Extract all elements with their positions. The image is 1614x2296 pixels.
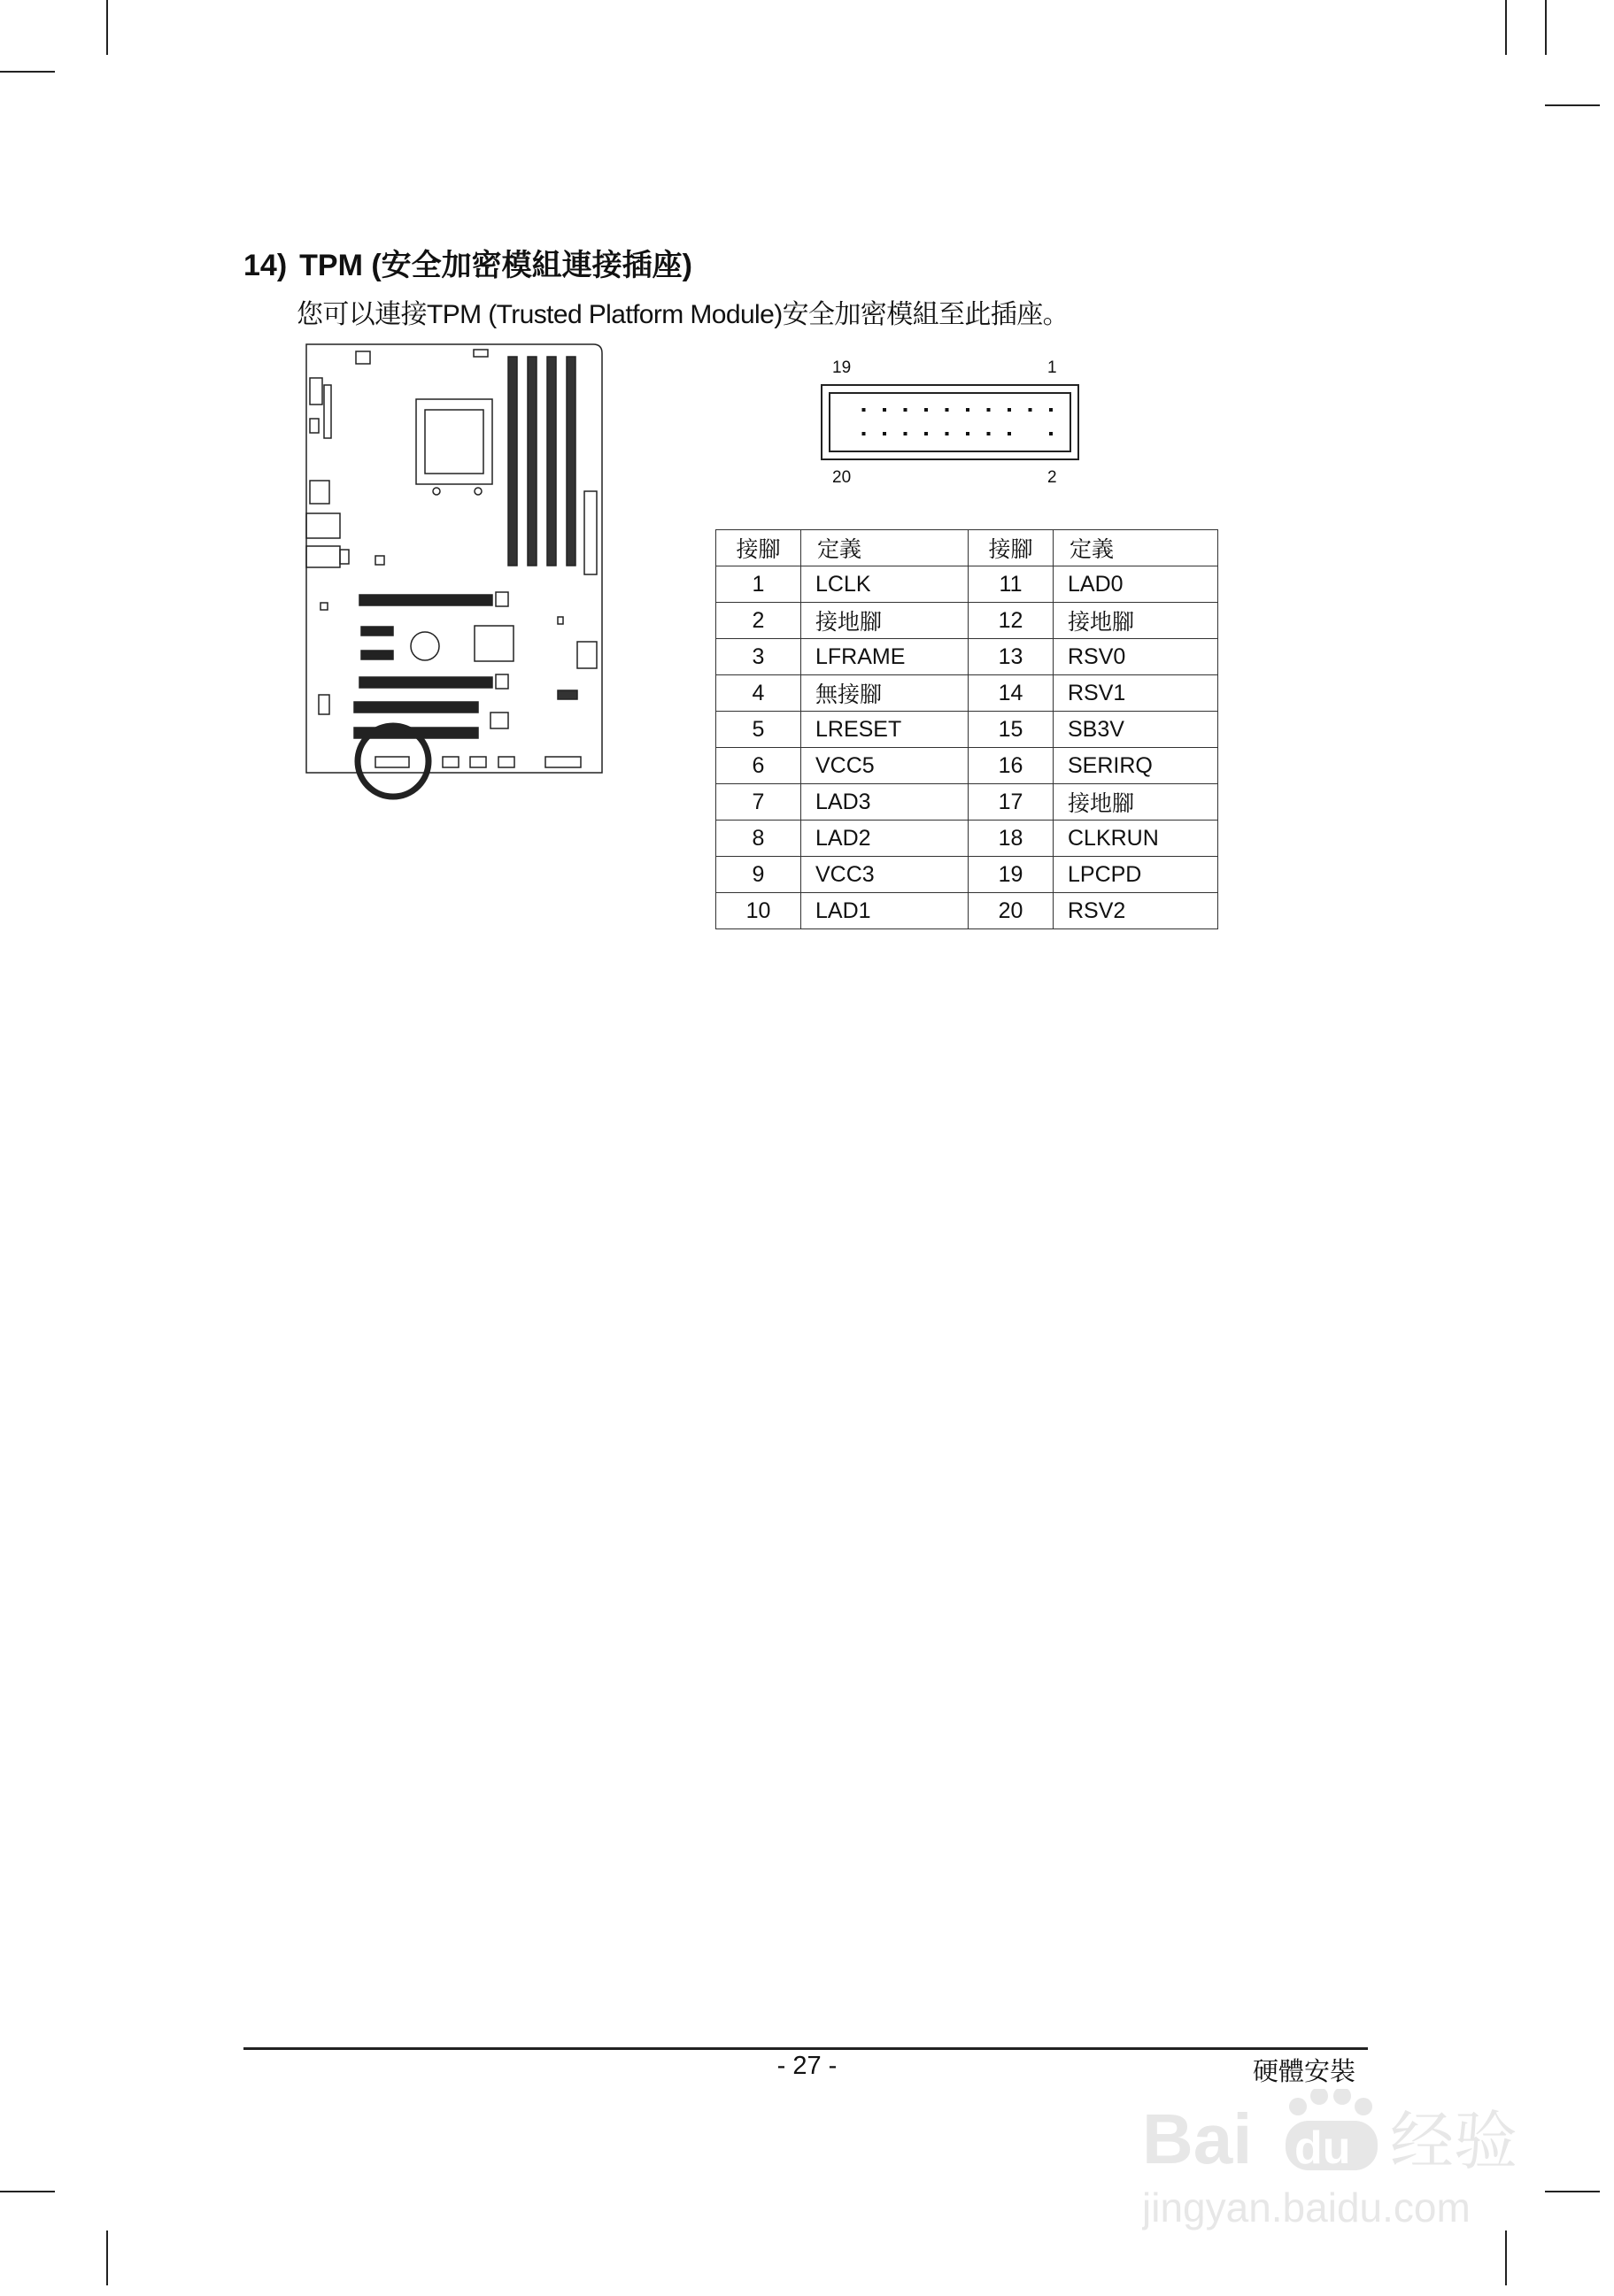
table-row <box>716 566 1218 603</box>
pin-number-cell: 4 <box>716 675 801 712</box>
table-row <box>716 639 1218 675</box>
pin-definition-cell: LAD1 <box>801 893 969 929</box>
header-definition: 定義 <box>1054 530 1218 566</box>
pin-label-20: 20 <box>832 468 852 487</box>
table-row <box>716 784 1218 821</box>
header-definition: 定義 <box>801 530 969 566</box>
pin-definition-cell: LRESET <box>801 712 969 748</box>
pin-5 <box>1008 408 1011 412</box>
pin-2 <box>1049 432 1053 435</box>
pin-18 <box>883 432 886 435</box>
page-number: - 27 - <box>776 2052 838 2080</box>
svg-text:du: du <box>1294 2123 1351 2174</box>
section-heading <box>243 241 692 284</box>
table-row <box>716 857 1218 893</box>
pin-label-19: 19 <box>832 358 852 377</box>
pin-number-cell: 9 <box>716 857 801 893</box>
watermark-url: jingyan.baidu.com <box>1142 2184 1471 2231</box>
pin-number-cell: 12 <box>969 603 1054 639</box>
watermark-brand: Bai <box>1142 2100 1253 2178</box>
pin-label-2: 2 <box>1047 468 1057 487</box>
motherboard-diagram <box>301 341 611 810</box>
pin-1 <box>1049 408 1053 412</box>
pin-14 <box>924 432 928 435</box>
section-title: TPM (安全加密模組連接插座) <box>299 249 692 282</box>
pin-7 <box>987 408 991 412</box>
pin-label-1: 1 <box>1047 358 1057 377</box>
pin-10 <box>966 432 969 435</box>
intro-text: 您可以連接TPM (Trusted Platform Module)安全加密模組至此插座。 <box>297 300 1069 329</box>
pin-definition-cell: 接地腳 <box>1054 603 1218 639</box>
pin-definition-cell: LAD2 <box>801 821 969 857</box>
crop-mark <box>1545 2191 1600 2192</box>
pin-11 <box>946 408 949 412</box>
crop-mark <box>106 2231 108 2285</box>
footer-rule <box>243 2047 1368 2050</box>
pin-13 <box>924 408 928 412</box>
pin-definition-cell: SB3V <box>1054 712 1218 748</box>
pin-grid <box>862 408 1054 435</box>
table-row <box>716 893 1218 929</box>
pin-definition-cell: VCC5 <box>801 748 969 784</box>
section-number: 14) <box>243 249 288 282</box>
pin-definition-cell: CLKRUN <box>1054 821 1218 857</box>
pin-number-cell: 16 <box>969 748 1054 784</box>
pin-number-cell: 5 <box>716 712 801 748</box>
pin-definition-cell: VCC3 <box>801 857 969 893</box>
pin-definition-cell: RSV1 <box>1054 675 1218 712</box>
table-row <box>716 603 1218 639</box>
pin-number-cell: 20 <box>969 893 1054 929</box>
tpm-header-diagram <box>819 350 1085 491</box>
watermark-logo <box>1142 2089 1532 2239</box>
pin-definition-cell: LFRAME <box>801 639 969 675</box>
pin-8 <box>987 432 991 435</box>
pin-number-cell: 1 <box>716 566 801 603</box>
pin-16 <box>904 432 907 435</box>
table-row <box>716 821 1218 857</box>
table-row <box>716 748 1218 784</box>
table-row <box>716 675 1218 712</box>
pin-number-cell: 8 <box>716 821 801 857</box>
table-header-row <box>716 530 1218 566</box>
pin-definition-cell: 接地腳 <box>1054 784 1218 821</box>
pin-definition-cell: RSV2 <box>1054 893 1218 929</box>
pin-number-cell: 14 <box>969 675 1054 712</box>
pin-number-cell: 17 <box>969 784 1054 821</box>
pin-definition-table <box>715 529 1218 929</box>
pin-6 <box>1008 432 1011 435</box>
pin-number-cell: 19 <box>969 857 1054 893</box>
crop-mark <box>0 71 55 73</box>
table-row <box>716 712 1218 748</box>
pin-number-cell: 11 <box>969 566 1054 603</box>
crop-mark <box>1545 104 1600 106</box>
pin-definition-cell: 無接腳 <box>801 675 969 712</box>
pin-12 <box>946 432 949 435</box>
watermark-brand2: 经验 <box>1390 2104 1518 2178</box>
pin-3 <box>1029 408 1032 412</box>
pin-number-cell: 3 <box>716 639 801 675</box>
pin-15 <box>904 408 907 412</box>
pin-number-cell: 2 <box>716 603 801 639</box>
crop-mark <box>1545 0 1547 55</box>
pin-number-cell: 15 <box>969 712 1054 748</box>
dimm-slots <box>508 357 575 566</box>
pin-definition-cell: LAD0 <box>1054 566 1218 603</box>
crop-mark <box>1505 0 1507 55</box>
pin-number-cell: 6 <box>716 748 801 784</box>
pin-number-cell: 10 <box>716 893 801 929</box>
pin-number-cell: 13 <box>969 639 1054 675</box>
pin-definition-cell: LPCPD <box>1054 857 1218 893</box>
pin-17 <box>883 408 886 412</box>
pin-9 <box>966 408 969 412</box>
pin-number-cell: 7 <box>716 784 801 821</box>
footer-section-name: 硬體安裝 <box>1253 2056 1356 2086</box>
pin-definition-cell: LAD3 <box>801 784 969 821</box>
header-pin: 接腳 <box>969 530 1054 566</box>
pin-definition-cell: SERIRQ <box>1054 748 1218 784</box>
pin-definition-cell: 接地腳 <box>801 603 969 639</box>
pin-definition-cell: RSV0 <box>1054 639 1218 675</box>
crop-mark <box>106 0 108 55</box>
pin-definition-cell: LCLK <box>801 566 969 603</box>
pin-19 <box>862 408 866 412</box>
crop-mark <box>0 2191 55 2192</box>
pin-number-cell: 18 <box>969 821 1054 857</box>
header-pin: 接腳 <box>716 530 801 566</box>
pin-20 <box>862 432 866 435</box>
